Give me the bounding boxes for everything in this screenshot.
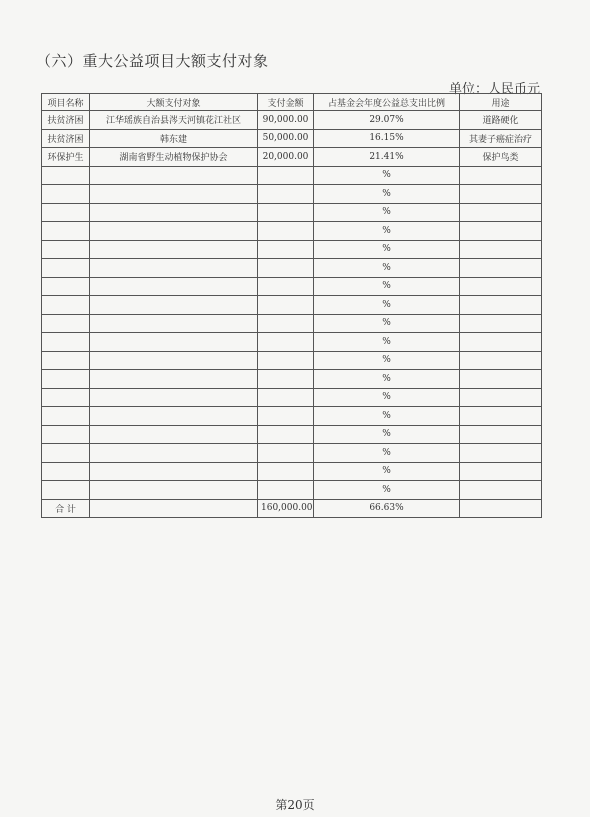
cell-project: 环保护生 bbox=[42, 148, 90, 167]
cell-recipient bbox=[90, 203, 258, 222]
cell-recipient bbox=[90, 296, 258, 315]
cell-amount bbox=[258, 370, 314, 389]
cell-purpose bbox=[460, 240, 542, 259]
cell-purpose bbox=[460, 444, 542, 463]
table-row bbox=[42, 296, 542, 315]
cell-project: 扶贫济困 bbox=[42, 111, 90, 130]
cell-recipient bbox=[90, 407, 258, 426]
table-row bbox=[42, 481, 542, 500]
cell-recipient bbox=[90, 370, 258, 389]
table-row bbox=[42, 129, 542, 148]
cell-project bbox=[42, 462, 90, 481]
cell-project bbox=[42, 388, 90, 407]
header-purpose: 用途 bbox=[460, 94, 542, 111]
cell-amount bbox=[258, 388, 314, 407]
cell-recipient bbox=[90, 259, 258, 278]
cell-project bbox=[42, 185, 90, 204]
header-amount: 支付金额 bbox=[258, 94, 314, 111]
cell-purpose: 其妻子癌症治疗 bbox=[460, 129, 542, 148]
table-row bbox=[42, 333, 542, 352]
total-label: 合 计 bbox=[42, 499, 90, 517]
cell-ratio: % bbox=[314, 425, 460, 444]
total-recipient-cell bbox=[90, 499, 258, 517]
cell-amount bbox=[258, 444, 314, 463]
cell-project bbox=[42, 314, 90, 333]
cell-amount bbox=[258, 351, 314, 370]
cell-amount bbox=[258, 296, 314, 315]
header-recipient: 大额支付对象 bbox=[90, 94, 258, 111]
cell-ratio: % bbox=[314, 166, 460, 185]
cell-project bbox=[42, 240, 90, 259]
cell-ratio: % bbox=[314, 333, 460, 352]
cell-purpose: 道路硬化 bbox=[460, 111, 542, 130]
table-row bbox=[42, 407, 542, 426]
cell-purpose: 保护鸟类 bbox=[460, 148, 542, 167]
cell-project bbox=[42, 370, 90, 389]
cell-project bbox=[42, 425, 90, 444]
cell-amount bbox=[258, 314, 314, 333]
cell-ratio: % bbox=[314, 203, 460, 222]
cell-purpose bbox=[460, 425, 542, 444]
cell-amount bbox=[258, 277, 314, 296]
table-header-row bbox=[42, 94, 542, 111]
cell-amount bbox=[258, 333, 314, 352]
table-body bbox=[42, 111, 542, 500]
table-row bbox=[42, 444, 542, 463]
cell-purpose bbox=[460, 296, 542, 315]
cell-recipient bbox=[90, 277, 258, 296]
cell-purpose bbox=[460, 277, 542, 296]
table-row bbox=[42, 277, 542, 296]
cell-ratio: 21.41% bbox=[314, 148, 460, 167]
header-project-name: 项目名称 bbox=[42, 94, 90, 111]
cell-ratio: % bbox=[314, 314, 460, 333]
cell-purpose bbox=[460, 407, 542, 426]
cell-project bbox=[42, 351, 90, 370]
cell-recipient: 韩东建 bbox=[90, 129, 258, 148]
table-row bbox=[42, 388, 542, 407]
cell-recipient: 湖南省野生动植物保护协会 bbox=[90, 148, 258, 167]
cell-purpose bbox=[460, 351, 542, 370]
cell-project bbox=[42, 444, 90, 463]
cell-recipient bbox=[90, 444, 258, 463]
cell-recipient bbox=[90, 481, 258, 500]
cell-amount bbox=[258, 222, 314, 241]
table-row bbox=[42, 203, 542, 222]
cell-purpose bbox=[460, 370, 542, 389]
cell-project bbox=[42, 333, 90, 352]
table-row bbox=[42, 240, 542, 259]
cell-recipient bbox=[90, 166, 258, 185]
cell-project bbox=[42, 222, 90, 241]
cell-ratio: % bbox=[314, 444, 460, 463]
header-ratio: 占基金会年度公益总支出比例 bbox=[314, 94, 460, 111]
cell-recipient bbox=[90, 388, 258, 407]
total-row bbox=[42, 499, 542, 517]
payment-table bbox=[41, 93, 542, 518]
cell-ratio: % bbox=[314, 222, 460, 241]
table-row bbox=[42, 351, 542, 370]
cell-ratio: 29.07% bbox=[314, 111, 460, 130]
cell-ratio: % bbox=[314, 407, 460, 426]
table-row bbox=[42, 185, 542, 204]
cell-purpose bbox=[460, 314, 542, 333]
table-row bbox=[42, 148, 542, 167]
table-row bbox=[42, 222, 542, 241]
cell-project bbox=[42, 259, 90, 278]
table-row bbox=[42, 462, 542, 481]
cell-purpose bbox=[460, 166, 542, 185]
cell-project: 扶贫济困 bbox=[42, 129, 90, 148]
cell-purpose bbox=[460, 481, 542, 500]
cell-purpose bbox=[460, 259, 542, 278]
cell-amount bbox=[258, 481, 314, 500]
cell-ratio: % bbox=[314, 185, 460, 204]
cell-amount bbox=[258, 203, 314, 222]
cell-purpose bbox=[460, 185, 542, 204]
table-row bbox=[42, 259, 542, 278]
cell-amount bbox=[258, 407, 314, 426]
cell-amount: 90,000.00 bbox=[258, 111, 314, 130]
table-row bbox=[42, 166, 542, 185]
cell-amount: 20,000.00 bbox=[258, 148, 314, 167]
page-number: 第20页 bbox=[275, 798, 315, 812]
cell-project bbox=[42, 203, 90, 222]
cell-recipient bbox=[90, 462, 258, 481]
cell-purpose bbox=[460, 388, 542, 407]
cell-ratio: % bbox=[314, 481, 460, 500]
cell-ratio: 16.15% bbox=[314, 129, 460, 148]
cell-recipient: 江华瑶族自治县涔天河镇花江社区 bbox=[90, 111, 258, 130]
cell-purpose bbox=[460, 222, 542, 241]
cell-ratio: % bbox=[314, 296, 460, 315]
cell-ratio: % bbox=[314, 462, 460, 481]
total-purpose-cell bbox=[460, 499, 542, 517]
cell-project bbox=[42, 481, 90, 500]
total-amount: 160,000.00 bbox=[258, 499, 314, 517]
cell-amount bbox=[258, 259, 314, 278]
cell-amount bbox=[258, 166, 314, 185]
cell-amount bbox=[258, 240, 314, 259]
cell-project bbox=[42, 166, 90, 185]
cell-amount bbox=[258, 185, 314, 204]
total-ratio: 66.63% bbox=[314, 499, 460, 517]
cell-recipient bbox=[90, 240, 258, 259]
cell-purpose bbox=[460, 203, 542, 222]
cell-recipient bbox=[90, 425, 258, 444]
cell-recipient bbox=[90, 314, 258, 333]
cell-project bbox=[42, 296, 90, 315]
table-row bbox=[42, 314, 542, 333]
table-row bbox=[42, 111, 542, 130]
cell-project bbox=[42, 277, 90, 296]
table-row bbox=[42, 370, 542, 389]
cell-amount bbox=[258, 462, 314, 481]
cell-project bbox=[42, 407, 90, 426]
cell-ratio: % bbox=[314, 240, 460, 259]
section-title: （六）重大公益项目大额支付对象 bbox=[36, 52, 269, 70]
cell-recipient bbox=[90, 185, 258, 204]
cell-ratio: % bbox=[314, 388, 460, 407]
cell-recipient bbox=[90, 351, 258, 370]
cell-recipient bbox=[90, 333, 258, 352]
cell-purpose bbox=[460, 333, 542, 352]
cell-ratio: % bbox=[314, 370, 460, 389]
unit-label: 单位：人民币元 bbox=[448, 82, 540, 97]
cell-amount bbox=[258, 425, 314, 444]
cell-ratio: % bbox=[314, 351, 460, 370]
cell-ratio: % bbox=[314, 259, 460, 278]
cell-purpose bbox=[460, 462, 542, 481]
table-row bbox=[42, 425, 542, 444]
cell-amount: 50,000.00 bbox=[258, 129, 314, 148]
cell-recipient bbox=[90, 222, 258, 241]
cell-ratio: % bbox=[314, 277, 460, 296]
